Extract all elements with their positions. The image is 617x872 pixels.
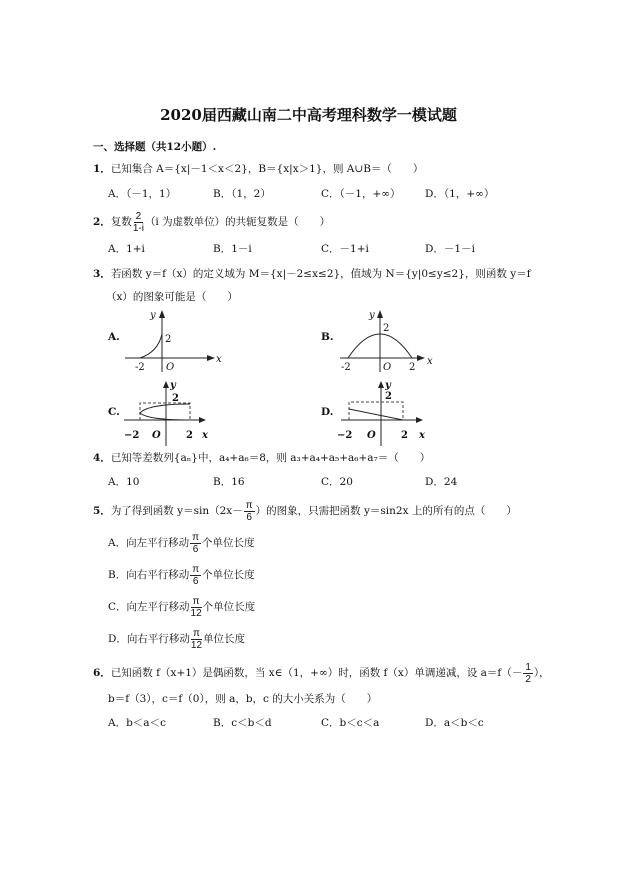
question-6-line2: b＝f（3），c＝f（0），则 a，b，c 的大小关系为（ ） [108, 693, 378, 705]
stem-pre: 已知函数 f（x+1）是偶函数，当 x∈（1，+∞）时，函数 f（x）单调递减，设 a＝f（－ [110, 667, 523, 679]
tick-neg2: -2 [135, 362, 145, 373]
y-arrow-icon [378, 381, 384, 388]
tick-x2: 2 [401, 430, 408, 441]
stem-post: （i 为虚数单位）的共轭复数是（ ） [144, 216, 331, 228]
option-d [108, 625, 245, 653]
graph-d [337, 378, 437, 448]
option-a: A．（－1，1） [108, 188, 177, 200]
y-arrow-icon [163, 381, 169, 388]
question-6 [93, 659, 550, 687]
fraction [190, 564, 201, 587]
option-text: A．向左平行移动 [108, 537, 190, 549]
tick-2: 2 [172, 393, 179, 404]
fraction-denominator: 1-i [132, 222, 144, 234]
option-c: C．b＜c＜a [321, 717, 380, 729]
fraction [191, 628, 202, 651]
curve [140, 334, 162, 358]
line-segment [349, 409, 403, 420]
question-1 [93, 162, 423, 176]
page-title: 2020届西藏山南二中高考理科数学一模试题 [160, 106, 457, 124]
fraction-numerator: π [193, 627, 200, 639]
tick-2: 2 [385, 391, 392, 402]
x-label: x [216, 354, 222, 365]
fraction-numerator: π [245, 499, 253, 511]
fraction [523, 662, 533, 685]
question-5 [93, 497, 517, 525]
option-text: 单位长度 [203, 633, 246, 645]
question-number: 4． [93, 452, 111, 464]
option-d: D．－1－i [425, 243, 475, 255]
question-number: 5． [93, 505, 111, 517]
fraction-denominator: 6 [192, 543, 199, 555]
option-text: 个单位长度 [202, 537, 255, 549]
curve [140, 404, 190, 420]
fraction-numerator: 2 [135, 210, 142, 222]
option-b: B．16 [213, 476, 245, 488]
y-label: y [385, 380, 391, 391]
tick-2: 2 [165, 334, 172, 345]
graph-c [120, 378, 220, 448]
question-stem: 若函数 y＝f（x）的定义域为 M＝{x|－2≤x≤2}，值域为 N＝{y|0≤y≤2}，则函数 y＝f [110, 268, 531, 280]
question-2 [93, 208, 330, 236]
fraction-denominator: 6 [246, 511, 252, 523]
x-label: x [427, 356, 433, 367]
fraction [190, 532, 201, 555]
origin-label: O [152, 430, 161, 441]
stem-pre: 复数 [110, 216, 132, 228]
fraction [244, 500, 255, 523]
origin-label: O [367, 430, 376, 441]
fraction-denominator: 12 [190, 607, 202, 619]
x-arrow-icon [416, 417, 423, 423]
option-c: C．（－1，+∞） [321, 188, 401, 200]
option-a: A．10 [108, 476, 140, 488]
option-a: A．1+i [108, 243, 145, 255]
option-d: D．a＜b＜c [425, 717, 484, 729]
option-c: C．－1+i [321, 243, 369, 255]
graph-option-d-label: D. [321, 406, 334, 418]
question-number: 2． [93, 216, 111, 228]
option-text: D．向右平行移动 [108, 633, 190, 645]
graph-option-a-label: A. [108, 331, 120, 343]
x-label: x [202, 430, 208, 441]
fraction-numerator: π [192, 531, 199, 543]
question-4 [93, 451, 430, 465]
question-number: 3． [93, 268, 111, 280]
question-3-line2: （x）的图象可能是（ ） [106, 291, 238, 303]
origin-label: O [383, 362, 392, 373]
question-number: 6． [93, 667, 111, 679]
option-d: D．（1，+∞） [425, 188, 495, 200]
question-stem: 已知等差数列{aₙ}中，a₄+a₆＝8，则 a₃+a₄+a₅+a₆+a₇＝（ ） [110, 452, 431, 464]
question-stem: 已知集合 A＝{x|－1＜x＜2}，B＝{x|x＞1}，则 A∪B＝（ ） [110, 163, 424, 175]
option-c [108, 593, 255, 621]
fraction-denominator: 2 [525, 673, 531, 685]
option-text: C．向左平行移动 [108, 601, 190, 613]
option-text: B．向右平行移动 [108, 569, 190, 581]
graph-option-c-label: C. [108, 406, 120, 418]
x-arrow-icon [207, 355, 215, 361]
y-arrow-icon [159, 310, 165, 318]
origin-label: O [166, 362, 175, 373]
y-label: y [170, 380, 176, 391]
option-a [108, 529, 255, 557]
fraction-numerator: π [192, 595, 200, 607]
question-number: 1． [93, 163, 111, 175]
stem-post: ）， [533, 667, 550, 679]
section-heading: 一、选择题（共12小题）. [93, 141, 217, 153]
option-a: A．b＜a＜c [108, 717, 166, 729]
fraction-numerator: 1 [525, 661, 531, 673]
option-b [108, 561, 255, 589]
tick-2: 2 [383, 323, 390, 334]
graph-b [335, 306, 435, 376]
option-c: C．20 [321, 476, 353, 488]
option-d: D．24 [425, 476, 458, 488]
x-arrow-icon [199, 417, 206, 423]
tick-x2: 2 [186, 430, 193, 441]
tick-neg2: −2 [124, 430, 140, 441]
y-label: y [369, 310, 375, 321]
y-arrow-icon [377, 310, 383, 318]
graph-a [120, 306, 220, 376]
x-label: x [419, 430, 425, 441]
tick-neg2: −2 [337, 430, 353, 441]
stem-post: ）的图象，只需把函数 y＝sin2x 上的所有的点（ ） [255, 505, 517, 517]
y-label: y [150, 310, 156, 321]
fraction-denominator: 12 [190, 639, 203, 651]
fraction-denominator: 6 [192, 575, 199, 587]
fraction-numerator: π [192, 563, 200, 575]
option-b: B．1－i [213, 243, 252, 255]
stem-pre: 为了得到函数 y＝sin（2x－ [110, 505, 243, 517]
question-3 [93, 267, 531, 281]
tick-x2: 2 [409, 362, 416, 373]
option-text: 个单位长度 [202, 601, 256, 613]
fraction [133, 211, 144, 234]
graph-option-b-label: B. [321, 331, 334, 343]
option-text: 个单位长度 [202, 569, 255, 581]
x-arrow-icon [417, 355, 425, 361]
fraction [191, 596, 202, 619]
option-b: B．c＜b＜d [213, 717, 272, 729]
tick-neg2: -2 [341, 362, 351, 373]
option-b: B．（1，2） [213, 188, 271, 200]
